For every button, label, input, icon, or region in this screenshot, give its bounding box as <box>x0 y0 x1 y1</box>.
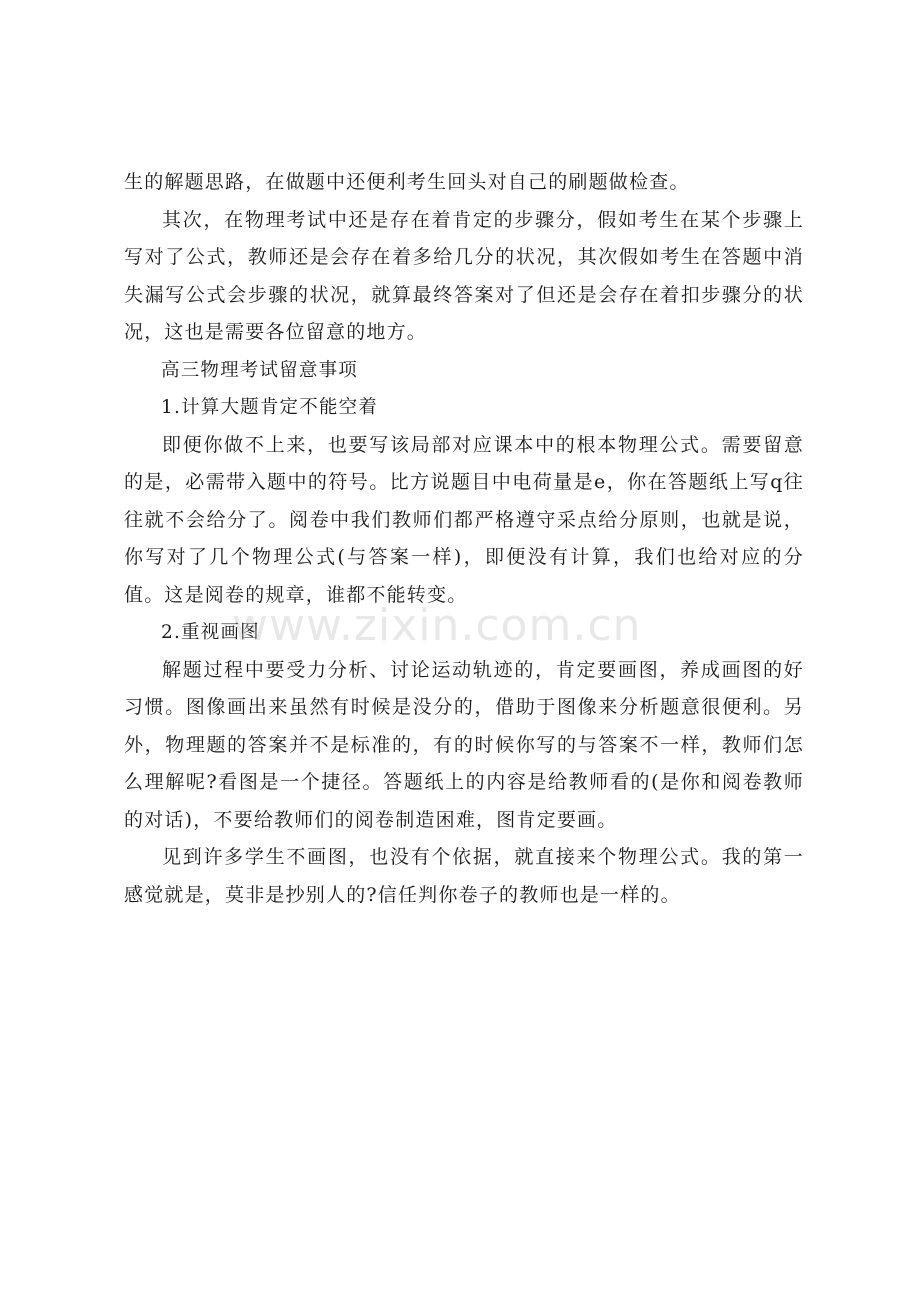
paragraph-2: 其次，在物理考试中还是存在着肯定的步骤分，假如考生在某个步骤上写对了公式，教师还是会存在着多给几分的状况，其次假如考生在答题中消失漏写公式会步骤的状况，就算最终答案对了但还是会存在着扣步骤分的状况，这也是需要各位留意的地方。 <box>124 208 804 343</box>
subheading-1: 1.计算大题肯定不能空着 <box>161 397 379 418</box>
paragraph-5: 见到许多学生不画图，也没有个依据，就直接来个物理公式。我的第一感觉就是，莫非是抄别人的?信任判你卷子的教师也是一样的。 <box>124 846 804 906</box>
paragraph-4: 解题过程中要受力分析、讨论运动轨迹的，肯定要画图，养成画图的好习惯。图像画出来虽然有时候是没分的，借助于图像来分析题意很便利。另外，物理题的答案并不是标准的，有的时候你写的与答案不一样，教师们怎么理解呢?看图是一个捷径。答题纸上的内容是给教师看的(是你和阅卷教师的对话)，不要给教师们的阅卷制造困难，图肯定要画。 <box>124 658 804 831</box>
paragraph-3: 即便你做不上来，也要写该局部对应课本中的根本物理公式。需要留意的是，必需带入题中的符号。比方说题目中电荷量是e，你在答题纸上写q往往就不会给分了。阅卷中我们教师们都严格遵守采点给分原则，也就是说，你写对了几个物理公式(与答案一样)，即便没有计算，我们也给对应的分值。这是阅卷的规章，谁都不能转变。 <box>124 433 804 606</box>
section-heading: 高三物理考试留意事项 <box>161 359 359 381</box>
watermark: www.zixin.com.cn <box>232 600 642 651</box>
document-body <box>124 164 804 914</box>
subheading-2: 2.重视画图 <box>161 622 260 643</box>
paragraph-1: 生的解题思路，在做题中还便利考生回头对自己的刷题做检查。 <box>124 171 690 193</box>
